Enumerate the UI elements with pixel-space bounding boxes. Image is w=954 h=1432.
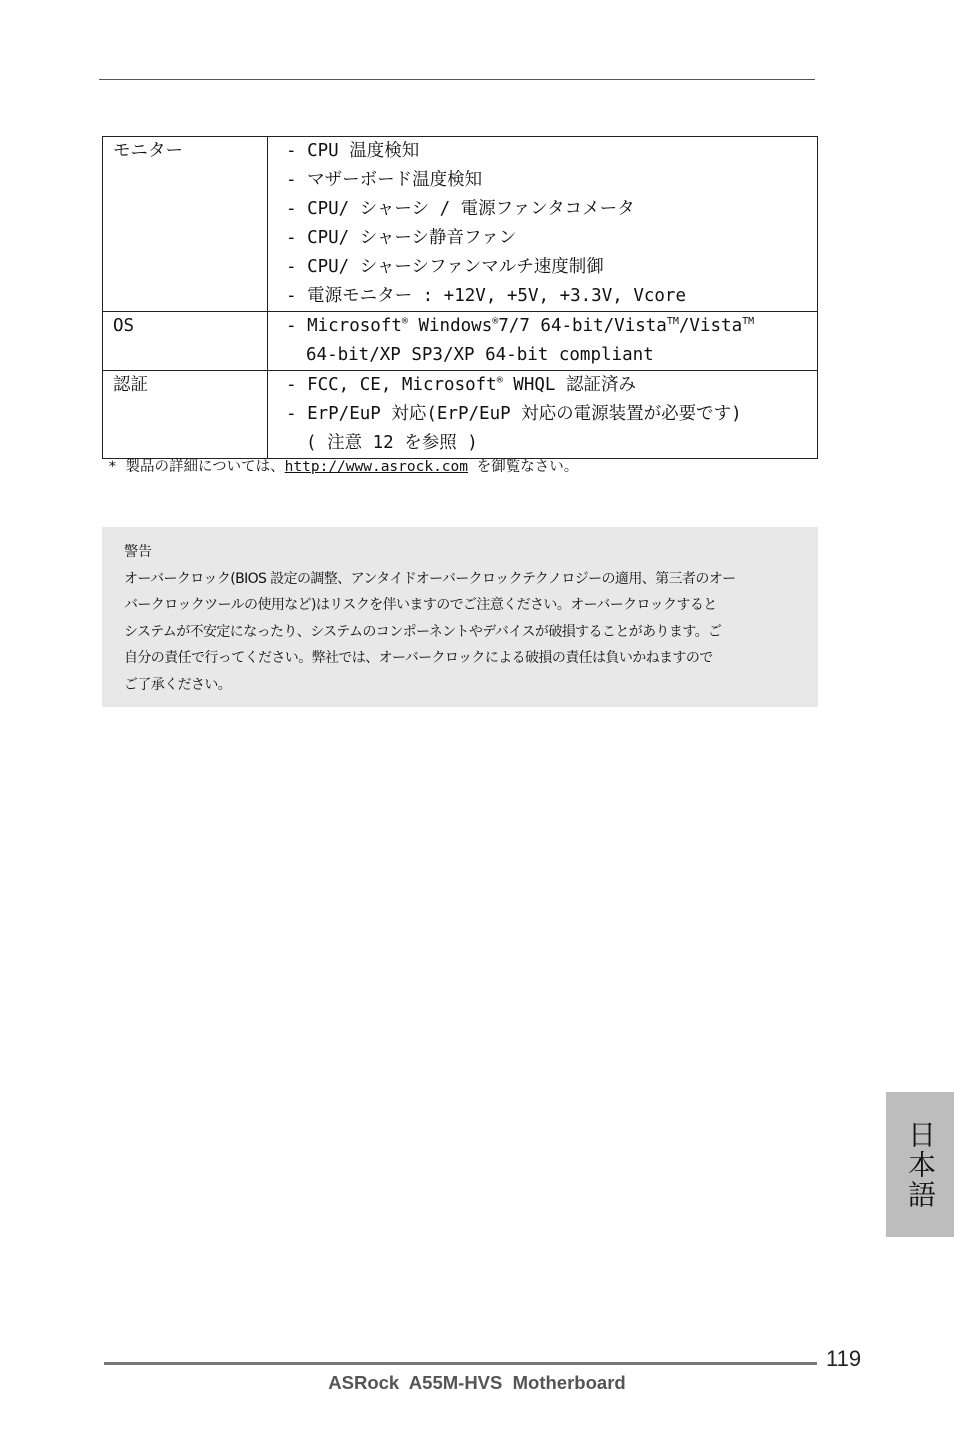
warning-box	[102, 527, 818, 707]
monitor-item: - CPU/ シャーシ / 電源ファンタコメータ	[286, 199, 635, 219]
warning-line: バークロックツールの使用など)はリスクを伴いますのでご注意ください。オーバークロックすると	[124, 597, 717, 613]
registered-mark: ®	[401, 316, 408, 328]
footnote-prefix: * 製品の詳細については、	[108, 459, 285, 475]
os-text: Windows	[407, 316, 493, 336]
warning-line: システムが不安定になったり、システムのコンポーネントやデバイスが破損することがあります。ご	[124, 623, 722, 640]
table-row-monitor	[103, 137, 818, 312]
language-tab-label: 日本語	[904, 1119, 937, 1210]
cert-text: - FCC, CE, Microsoft	[286, 375, 497, 395]
spec-table	[102, 136, 818, 459]
monitor-item: - 電源モニター : +12V, +5V, +3.3V, Vcore	[286, 286, 687, 306]
monitor-item: - CPU/ シャーシファンマルチ速度制御	[286, 257, 604, 277]
top-rule	[99, 79, 815, 80]
cert-line-3: ( 注意 12 を参照 )	[306, 433, 478, 453]
registered-mark: ®	[492, 316, 499, 328]
monitor-item: - マザーボード温度検知	[286, 170, 483, 190]
row-label-monitor: モニター	[103, 137, 268, 312]
os-text: 7/7 64-bit/Vista	[498, 316, 667, 336]
cert-line-1	[286, 371, 817, 400]
row-value-certification	[268, 371, 818, 459]
os-line-1	[286, 312, 817, 341]
row-value-monitor	[268, 137, 818, 312]
page-number: 119	[826, 1346, 862, 1371]
cert-text: WHQL 認証済み	[502, 375, 636, 395]
monitor-item: - CPU 温度検知	[286, 141, 420, 161]
os-line-2: 64-bit/XP SP3/XP 64-bit compliant	[306, 345, 654, 365]
monitor-item: - CPU/ シャーシ静音ファン	[286, 228, 517, 248]
row-label-os: OS	[103, 312, 268, 371]
cert-line-2: - ErP/EuP 対応(ErP/EuP 対応の電源装置が必要です)	[286, 404, 742, 424]
warning-line: オーバークロック(BIOS 設定の調整、アンタイドオーバークロックテクノロジーの適用、第三者のオー	[124, 570, 736, 587]
bottom-rule	[104, 1362, 817, 1365]
row-label-certification: 認証	[103, 371, 268, 459]
os-text: /Vista	[678, 316, 743, 336]
os-text: - Microsoft	[286, 316, 402, 336]
trademark-mark: TM	[742, 316, 755, 328]
warning-line: ご了承ください。	[124, 676, 232, 693]
asrock-website-link[interactable]: http://www.asrock.com	[284, 459, 468, 475]
table-row-os	[103, 312, 818, 371]
warning-title: 警告	[124, 544, 152, 560]
language-side-tab	[886, 1092, 954, 1237]
footnote	[108, 455, 578, 476]
footer-title: ASRock A55M-HVS Motherboard	[328, 1372, 626, 1393]
footnote-suffix: を御覧なさい。	[468, 459, 579, 475]
warning-line: 自分の責任で行ってください。弊社では、オーバークロックによる破損の責任は負いかねますので	[124, 650, 713, 666]
row-value-os	[268, 312, 818, 371]
table-row-certification	[103, 371, 818, 459]
registered-mark: ®	[496, 375, 503, 387]
trademark-mark: TM	[666, 316, 679, 328]
